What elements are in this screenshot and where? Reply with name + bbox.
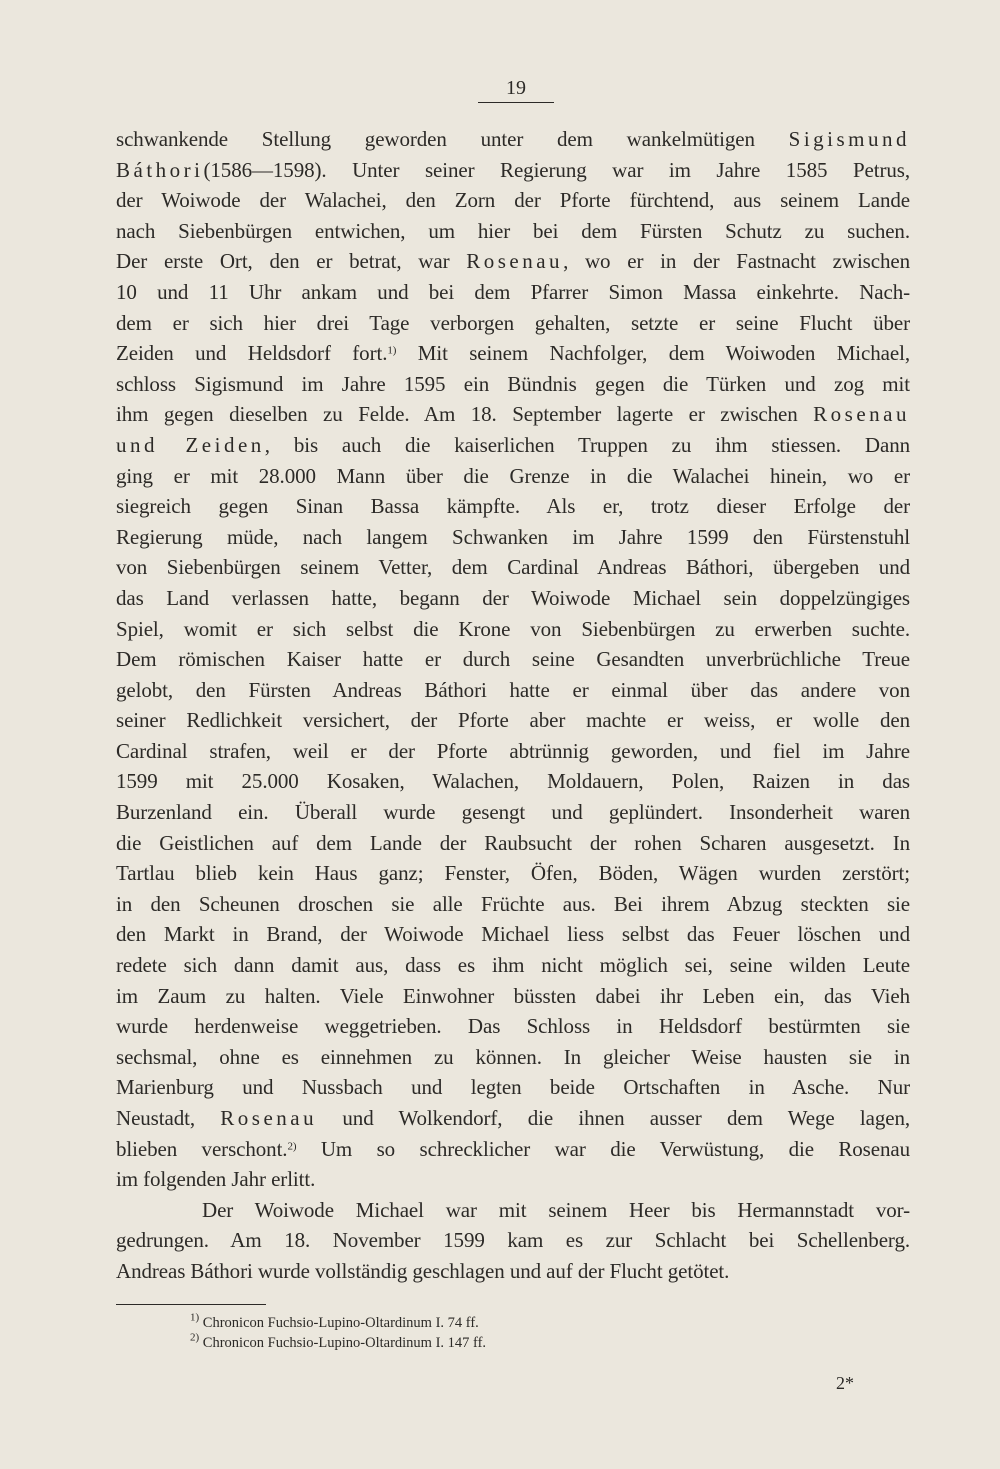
- footnote: [190, 1313, 690, 1333]
- text-run: sechsmal, ohne es einnehmen zu können. In gleicher Weise hausten sie in: [116, 1044, 910, 1069]
- spaced-name: Báthori: [116, 157, 204, 182]
- text-run: im folgenden Jahr erlitt.: [116, 1167, 316, 1192]
- text-line: [116, 491, 910, 522]
- text-run: Der Woiwode Michael war mit seinem Heer bis Hermannstadt vor-: [202, 1197, 910, 1222]
- footnotes: [190, 1313, 690, 1353]
- spaced-name: Rosenau: [220, 1106, 318, 1130]
- text-run: und Wolkendorf, die ihnen ausser dem Wege lagen,: [317, 1106, 910, 1130]
- text-line: [116, 889, 910, 920]
- text-run: Spiel, womit er sich selbst die Krone von Siebenbürgen zu erwerben suchte.: [116, 616, 910, 641]
- spaced-name: Rosenau: [813, 402, 910, 427]
- text-line: [116, 705, 910, 736]
- text-line: [116, 277, 910, 308]
- text-run: Neustadt,: [116, 1106, 221, 1130]
- text-line: [116, 185, 910, 216]
- text-line: [116, 216, 910, 247]
- text-run: Zeiden und Heldsdorf fort.: [116, 341, 388, 366]
- text-line: [116, 461, 910, 492]
- text-run: Dem römischen Kaiser hatte er durch seine Gesandten unverbrüchliche Treue: [116, 647, 910, 672]
- text-line: [116, 1134, 910, 1165]
- text-line: [116, 919, 910, 950]
- text-line: [116, 1225, 910, 1256]
- text-run: schloss Sigismund im Jahre 1595 ein Bündnis gegen die Türken und zog mit: [116, 371, 910, 396]
- text-line: [116, 736, 910, 767]
- text-run: ging er mit 28.000 Mann über die Grenze in die Walachei hinein, wo er: [116, 463, 910, 488]
- text-run: im Zaum zu halten. Viele Einwohner büssten dabei ihr Leben ein, das Vieh: [116, 983, 910, 1008]
- text-run: blieben verschont.: [116, 1136, 288, 1161]
- text-line: [116, 675, 910, 706]
- text-line: [116, 1072, 910, 1103]
- body-text: [116, 124, 910, 1287]
- text-line: [116, 644, 910, 675]
- text-line: [116, 430, 910, 461]
- text-run: siegreich gegen Sinan Bassa kämpfte. Als er, trotz dieser Erfolge der: [116, 494, 910, 519]
- text-run: wurde herdenweise weggetrieben. Das Schloss in Heldsdorf bestürmten sie: [116, 1014, 910, 1039]
- text-run: Um so schrecklicher war die Verwüstung, die Rosenau: [296, 1136, 910, 1161]
- text-run: den Markt in Brand, der Woiwode Michael liess selbst das Feuer löschen und: [116, 922, 910, 947]
- text-line: [116, 369, 910, 400]
- text-line: [116, 399, 910, 430]
- text-line: [116, 155, 910, 186]
- text-run: Tartlau blieb kein Haus ganz; Fenster, Öfen, Böden, Wägen wurden zerstört;: [116, 861, 910, 886]
- footnote-ref: 1): [387, 344, 397, 357]
- footnote-ref: 2): [287, 1140, 297, 1152]
- text-line: [116, 981, 910, 1012]
- text-run: das Land verlassen hatte, begann der Woiwode Michael sein doppelzüngiges: [116, 585, 910, 610]
- text-line: [116, 124, 910, 155]
- text-line: [116, 552, 910, 583]
- text-line: [116, 1103, 910, 1134]
- footnote-mark: 1): [190, 1311, 200, 1324]
- text-run: dem er sich hier drei Tage verborgen gehalten, setzte er seine Flucht über: [116, 310, 910, 335]
- paragraph: [116, 124, 910, 1195]
- text-run: , wo er in der Fastnacht zwischen: [563, 249, 910, 274]
- text-line: [116, 766, 910, 797]
- text-line: [116, 1011, 910, 1042]
- text-run: Cardinal strafen, weil er der Pforte abtrünnig geworden, und fiel im Jahre: [116, 738, 910, 763]
- spaced-name: Sigismund: [788, 127, 910, 151]
- page-number-rule: [478, 102, 554, 103]
- text-run: in den Scheunen droschen sie alle Früchte aus. Bei ihrem Abzug steckten sie: [116, 891, 910, 916]
- text-run: Andreas Báthori wurde vollständig geschlagen und auf der Flucht getötet.: [116, 1258, 730, 1283]
- text-run: gelobt, den Fürsten Andreas Báthori hatte er einmal über das andere von: [116, 677, 910, 702]
- paragraph: [116, 1195, 910, 1287]
- text-run: schwankende Stellung geworden unter dem wankelmütigen: [116, 127, 789, 151]
- page-number: 19: [506, 77, 526, 99]
- text-line: [116, 614, 910, 645]
- text-run: Regierung müde, nach langem Schwanken im Jahre 1599 den Fürstenstuhl: [116, 524, 910, 549]
- text-line: [116, 338, 910, 369]
- text-run: Der erste Ort, den er betrat, war: [116, 249, 467, 274]
- text-line: [116, 1164, 910, 1195]
- text-line: [116, 858, 910, 889]
- text-line: [116, 950, 910, 981]
- text-run: der Woiwode der Walachei, den Zorn der Pforte fürchtend, aus seinem Lande: [116, 188, 910, 213]
- footnote: [190, 1333, 690, 1353]
- footnote-mark: 2): [190, 1331, 200, 1344]
- footnote-rule: [116, 1304, 266, 1305]
- text-run: (1586—1598). Unter seiner Regierung war im Jahre 1585 Petrus,: [203, 157, 910, 182]
- text-line: [116, 308, 910, 339]
- text-line: [116, 1256, 910, 1287]
- spaced-name: Rosenau: [466, 249, 564, 274]
- text-line: [116, 797, 910, 828]
- text-line: [116, 1042, 910, 1073]
- text-line: [116, 1195, 910, 1226]
- text-line: [116, 246, 910, 277]
- text-run: 10 und 11 Uhr ankam und bei dem Pfarrer Simon Massa einkehrte. Nach-: [116, 279, 910, 304]
- text-line: [116, 583, 910, 614]
- text-run: 1599 mit 25.000 Kosaken, Walachen, Moldauern, Polen, Raizen in das: [116, 769, 910, 794]
- footnote-text: Chronicon Fuchsio-Lupino-Oltardinum I. 147 ff.: [199, 1335, 487, 1351]
- text-run: , bis auch die kaiserlichen Truppen zu ihm stiessen. Dann: [264, 432, 910, 457]
- text-run: die Geistlichen auf dem Lande der Raubsucht der rohen Scharen ausgesetzt. In: [116, 830, 910, 855]
- spaced-name: und Zeiden: [116, 432, 265, 457]
- text-run: nach Siebenbürgen entwichen, um hier bei dem Fürsten Schutz zu suchen.: [116, 218, 910, 243]
- text-run: seiner Redlichkeit versichert, der Pforte aber machte er weiss, er wolle den: [116, 708, 910, 733]
- text-line: [116, 828, 910, 859]
- text-run: ihm gegen dieselben zu Felde. Am 18. September lagerte er zwischen: [116, 402, 814, 427]
- text-line: [116, 522, 910, 553]
- text-run: Burzenland ein. Überall wurde gesengt und geplündert. Insonderheit waren: [116, 800, 910, 825]
- text-run: von Siebenbürgen seinem Vetter, dem Cardinal Andreas Báthori, übergeben und: [116, 555, 910, 580]
- footnote-text: Chronicon Fuchsio-Lupino-Oltardinum I. 74 ff.: [199, 1315, 479, 1331]
- text-run: gedrungen. Am 18. November 1599 kam es zur Schlacht bei Schellenberg.: [116, 1228, 910, 1253]
- text-run: Mit seinem Nachfolger, dem Woiwoden Michael,: [396, 341, 910, 366]
- text-run: redete sich dann damit aus, dass es ihm nicht möglich sei, seine wilden Leute: [116, 953, 910, 978]
- signature-mark: 2*: [836, 1373, 854, 1393]
- text-run: Marienburg und Nussbach und legten beide Ortschaften in Asche. Nur: [116, 1075, 910, 1100]
